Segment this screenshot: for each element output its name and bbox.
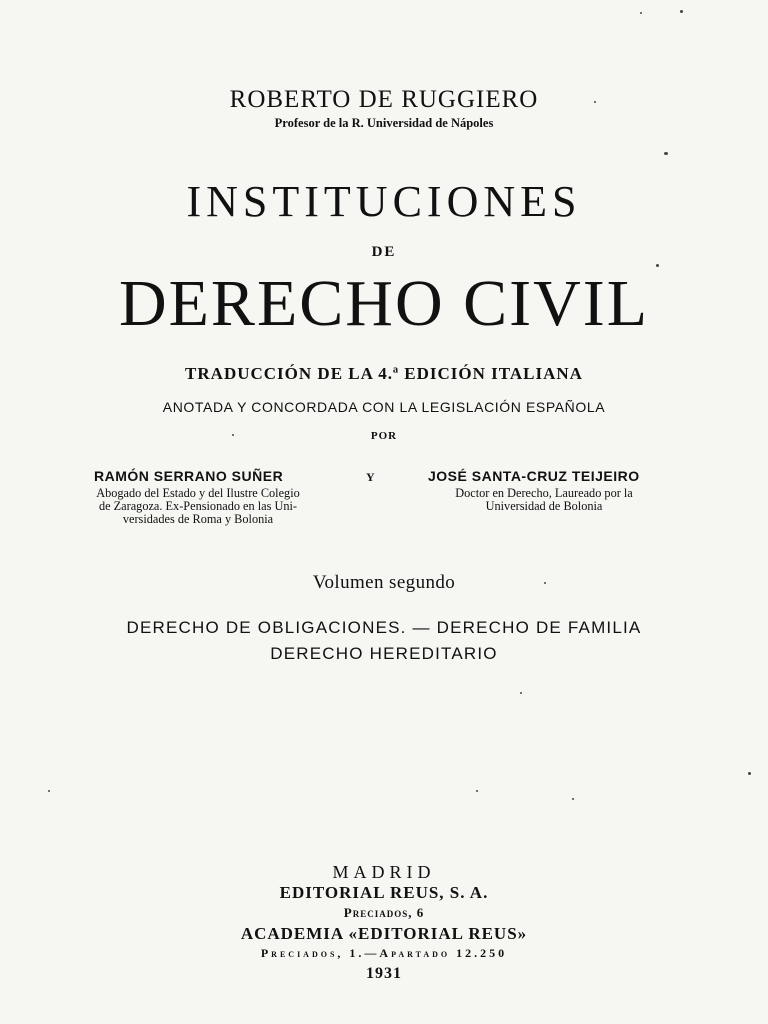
scan-speck <box>656 264 659 267</box>
scan-speck <box>664 152 668 155</box>
translator-1-desc-line: de Zaragoza. Ex-Pensionado en las Uni- <box>98 499 298 513</box>
scan-speck <box>748 772 751 775</box>
translator-2-desc-line: Doctor en Derecho, Laureado por la <box>455 486 633 500</box>
imprint-academy: ACADEMIA «EDITORIAL REUS» <box>240 924 528 943</box>
book-title-line2: DERECHO CIVIL <box>118 267 650 340</box>
translator-2-description <box>394 487 694 513</box>
book-title-connector: DE <box>371 244 397 260</box>
imprint-year: 1931 <box>366 965 402 982</box>
scan-speck <box>48 790 50 792</box>
annotation-note: ANOTADA Y CONCORDADA CON LA LEGISLACIÓN ESPAÑOLA <box>162 399 606 415</box>
imprint-city: MADRID <box>332 862 436 882</box>
scan-speck <box>680 10 683 13</box>
scan-speck <box>640 12 642 14</box>
scan-speck <box>232 434 234 436</box>
imprint-academy-address: Preciados, 1.—Apartado 12.250 <box>260 946 508 960</box>
translator-2-name: JOSÉ SANTA-CRUZ TEIJEIRO <box>428 468 640 484</box>
scan-speck <box>594 101 596 103</box>
scan-speck <box>572 798 574 800</box>
imprint-publisher-address: Preciados, 6 <box>343 905 425 920</box>
translator-1-description <box>40 487 356 526</box>
translator-1-desc-line: versidades de Roma y Bolonia <box>122 512 274 526</box>
by-label: POR <box>370 430 398 442</box>
translator-2-desc-line: Universidad de Bolonia <box>485 499 603 513</box>
scan-speck <box>544 582 546 584</box>
author-affiliation: Profesor de la R. Universidad de Nápoles <box>274 116 494 130</box>
translator-1-name: RAMÓN SERRANO SUÑER <box>94 468 284 484</box>
book-title-line1: INSTITUCIONES <box>186 177 582 226</box>
author-name: ROBERTO DE RUGGIERO <box>229 86 539 113</box>
scan-speck <box>520 692 522 694</box>
subjects-line2: DERECHO HEREDITARIO <box>270 644 498 663</box>
scan-speck <box>476 790 478 792</box>
translator-1-desc-line: Abogado del Estado y del Ilustre Colegio <box>96 486 300 500</box>
translation-edition: TRADUCCIÓN DE LA 4.ª EDICIÓN ITALIANA <box>185 364 583 383</box>
subjects-line1: DERECHO DE OBLIGACIONES. — DERECHO DE FAMILIA <box>126 618 642 637</box>
translators-conjunction: Y <box>366 470 375 484</box>
imprint-publisher: EDITORIAL REUS, S. A. <box>279 883 489 902</box>
volume-label: Volumen segundo <box>312 572 456 593</box>
